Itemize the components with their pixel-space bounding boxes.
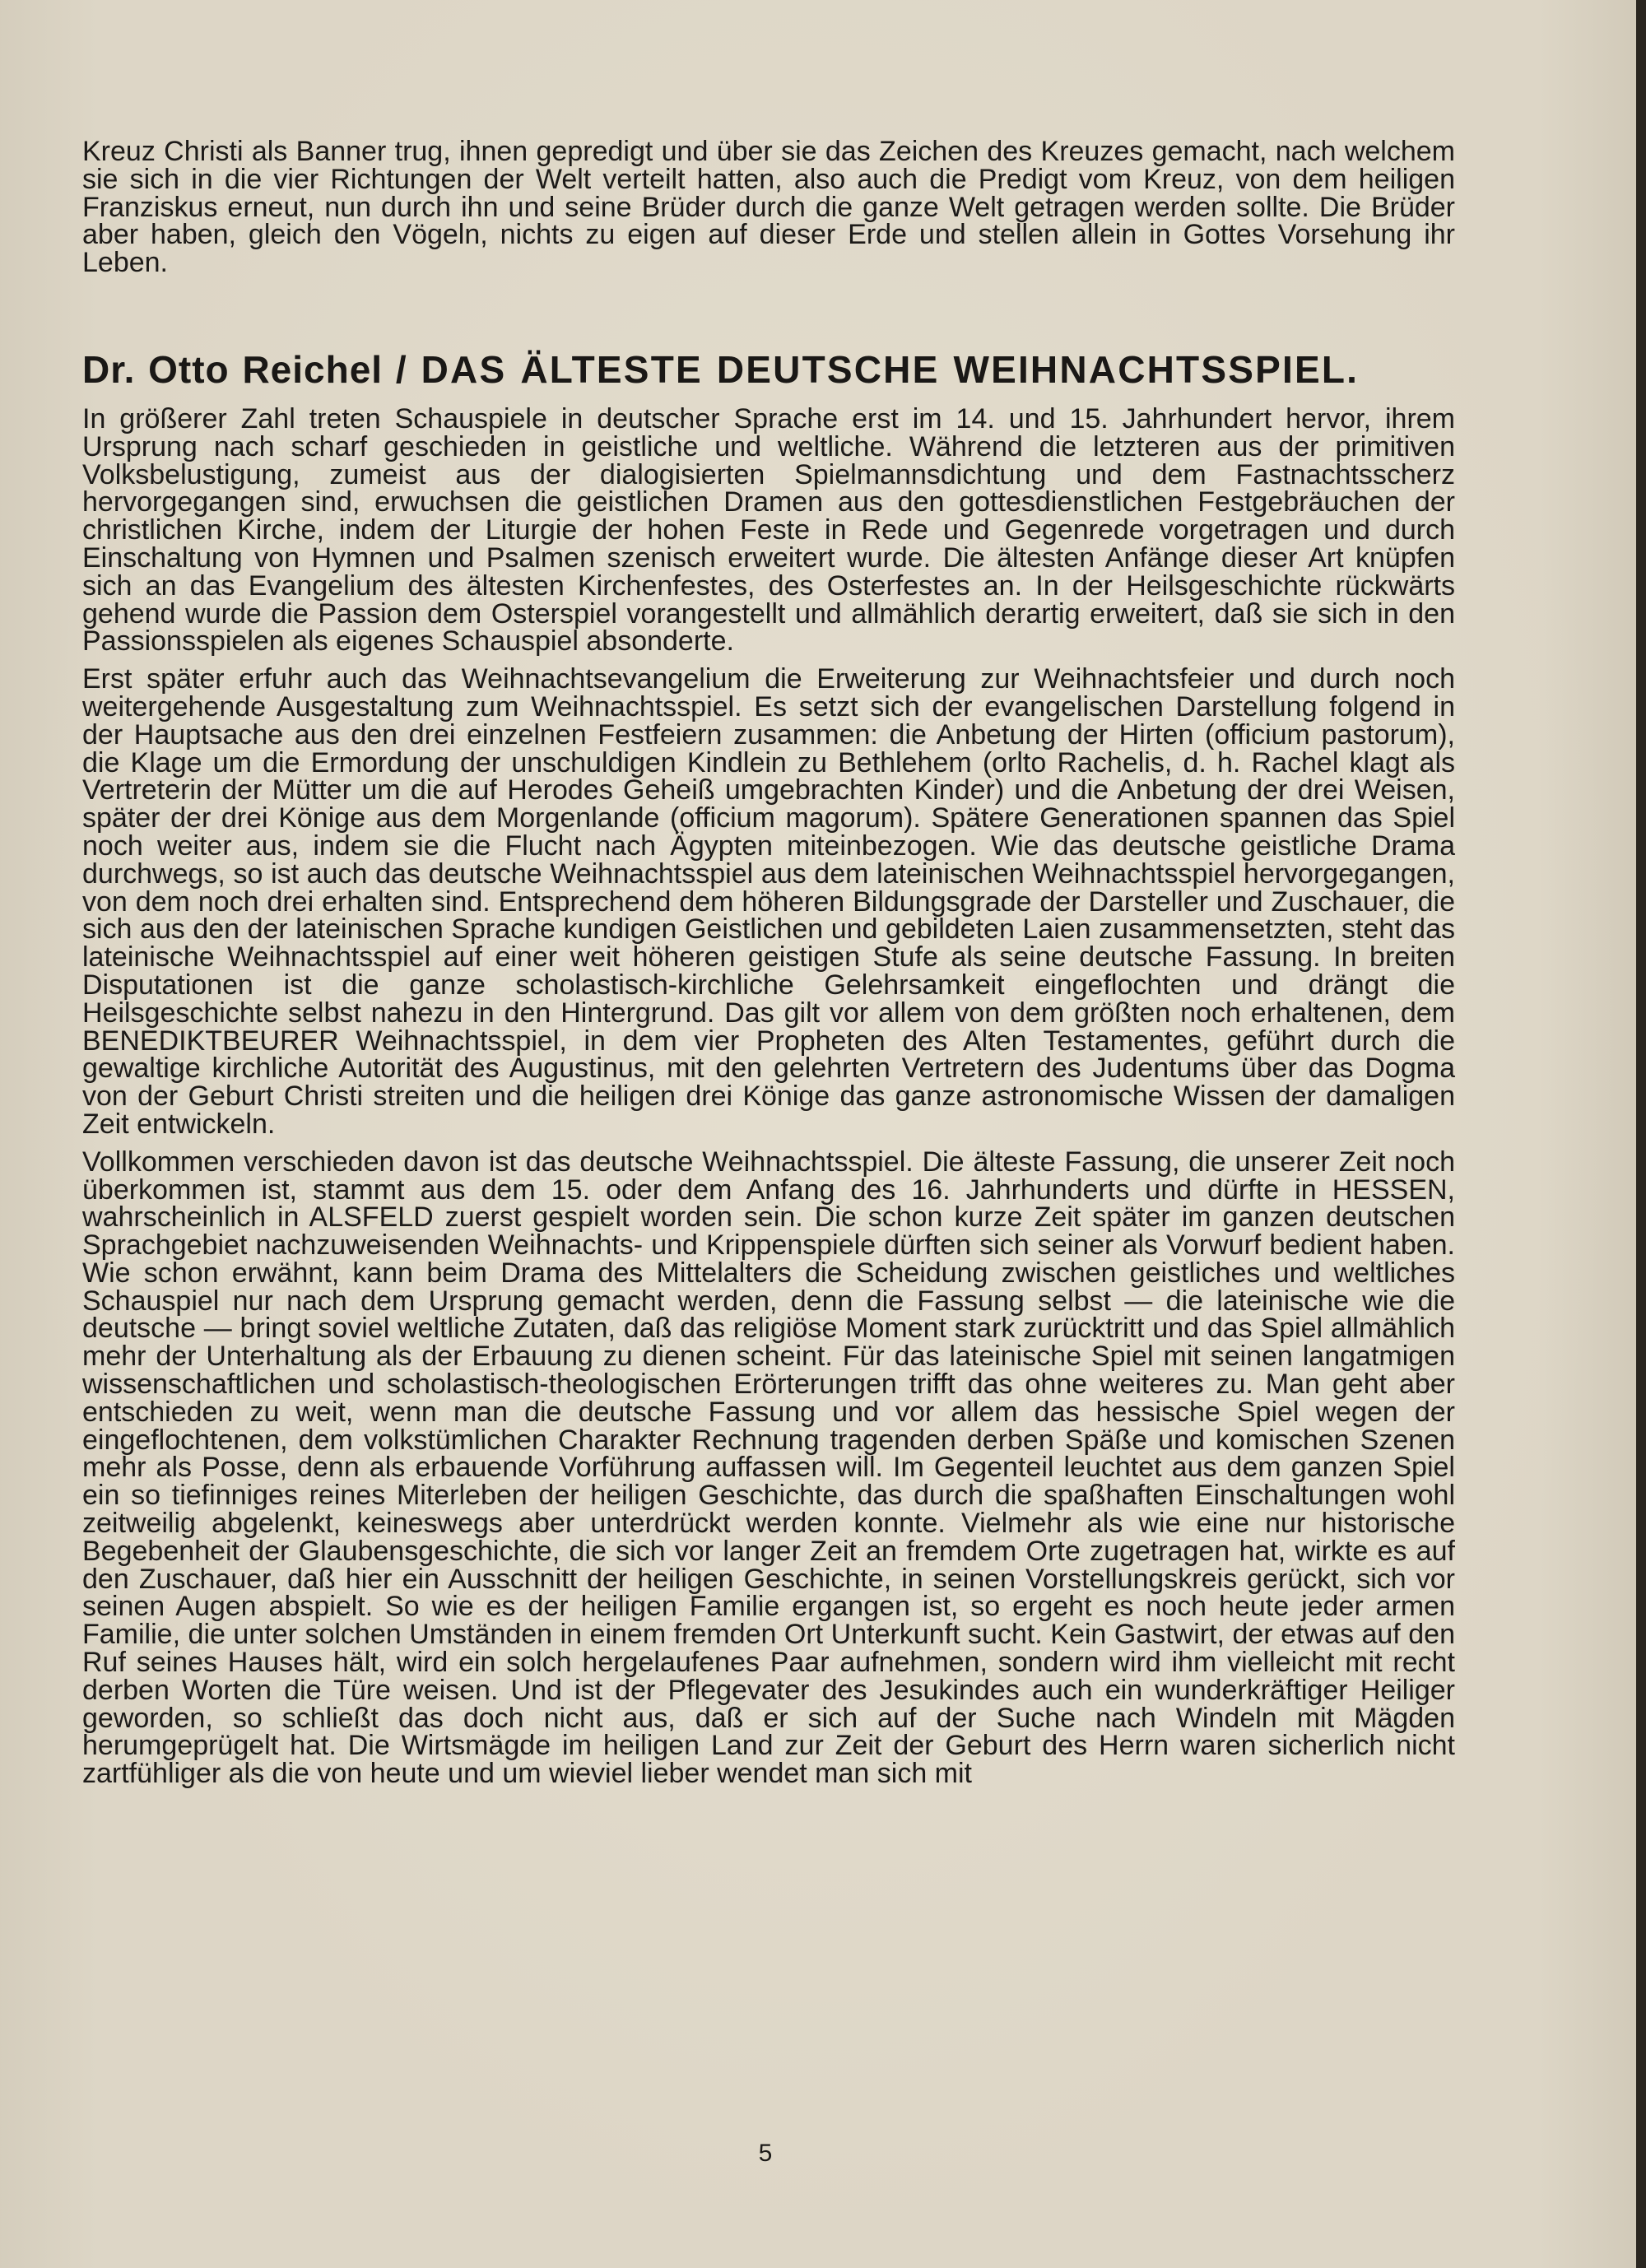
article-heading xyxy=(82,277,1455,406)
page-number: 5 xyxy=(758,2140,773,2167)
intro-paragraph: Kreuz Christi als Banner trug, ihnen gepredigt und über sie das Zeichen des Kreuzes gemacht, nach welchem sie sich in die vier Richtungen der Welt verteilt hatten, also auch die Predigt vom Kreuz, von dem heiligen Franziskus erneut, nun durch ihn und seine Brüder durch die ganze Welt getragen werden sollte. Die Brüder aber haben, gleich den Vögeln, nichts zu eigen auf dieser Erde und stellen allein in Gottes Vorsehung ihr Leben. xyxy=(82,136,1455,279)
body-paragraph-1: In größerer Zahl treten Schauspiele in deutscher Sprache erst im 14. und 15. Jahrhundert hervor, ihrem Ursprung nach scharf geschieden in geistliche und weltliche. Während die letzteren aus der primitiven Volksbelustigung, zumeist aus der dialogisierten Spielmannsdichtung und dem Fastnachtsscherz hervorgegangen sind, erwuchsen die geistlichen Dramen aus den gottesdienstlichen Festgebräuchen der christlichen Kirche, indem der Liturgie der hohen Feste in Rede und Gegenrede vorgetragen und durch Einschaltung von Hymnen und Psalmen szenisch erweitert wurde. Die ältesten Anfänge dieser Art knüpfen sich an das Evangelium des ältesten Kirchenfestes, des Osterfestes an. In der Heilsgeschichte rückwärts gehend wurde die Passion dem Osterspiel vorangestellt und allmählich derartig erweitert, daß sie sich in den Passionsspielen als eigenes Schauspiel absonderte. xyxy=(82,402,1455,658)
body-paragraph-3: Vollkommen verschieden davon ist das deutsche Weihnachtsspiel. Die älteste Fassung, die unserer Zeit noch überkommen ist, stammt aus dem 15. oder dem Anfang des 16. Jahrhunderts und dürfte in HESSEN, wahrscheinlich in ALSFELD zuerst gespielt worden sein. Die schon kurze Zeit später im ganzen deutschen Sprachgebiet nachzuweisenden Weihnachts- und Krippenspiele dürften sich seiner als Vorwurf bedient haben. Wie schon erwähnt, kann beim Drama des Mittelalters die Scheidung zwischen geistliches und weltliches Schauspiel nur nach dem Ursprung gemacht werden, denn die Fassung selbst — die lateinische wie die deutsche — bringt soviel weltliche Zutaten, daß das religiöse Moment stark zurücktritt und das Spiel allmählich mehr der Unterhaltung als der Erbauung zu dienen scheint. Für das lateinische Spiel mit seinen langatmigen wissenschaftlichen und scholastisch-theologischen Erörterungen trifft das ohne weiteres zu. Man geht aber entschieden zu weit, wenn man die deutsche Fassung und vor allem das hessische Spiel wegen der eingeflochtenen, dem volkstümlichen Charakter Rechnung tragenden derben Späße und komischen Szenen mehr als Posse, denn als erbauende Vorführung auffassen will. Im Gegenteil leuchtet aus dem ganzen Spiel ein so tiefinniges reines Miterleben der heiligen Geschichte, das durch die spaßhaften Einschaltungen wohl zeitweilig abgelenkt, keineswegs aber unterdrückt werden konnte. Vielmehr als wie eine nur historische Begebenheit der Glaubensgeschichte, die sich vor langer Zeit an fremdem Orte zugetragen hat, wirkte es auf den Zuschauer, daß hier ein Ausschnitt der heiligen Geschichte, in seinen Vorstellungskreis gerückt, sich vor seinen Augen abspielt. So wie es der heiligen Familie ergangen ist, so ergeht es noch heute jeder armen Familie, die unter solchen Umständen in einem fremden Ort Unterkunft sucht. Kein Gastwirt, der etwas auf den Ruf seines Hauses hält, wird ein solch hergelaufenes Paar aufnehmen, sondern wird ihm vielleicht mit recht derben Worten die Türe weisen. Und ist der Pflegevater des Jesukindes auch ein wunderkräftiger Heiliger geworden, so schließt das doch nicht aus, daß er sich auf der Suche nach Windeln mit Mägden herumgeprügelt hat. Die Wirtsmägde im heiligen Land zur Zeit der Geburt des Herrn waren sicherlich nicht zartfühliger als die von heute und um wieviel lieber wendet man sich mit xyxy=(82,1146,1455,1790)
text-column xyxy=(82,138,1455,1788)
scan-edge xyxy=(1636,0,1646,2268)
author-name: Dr. Otto Reichel / xyxy=(82,347,407,391)
article-title: DAS ÄLTESTE DEUTSCHE WEIHNACHTSSPIEL. xyxy=(421,347,1360,391)
body-paragraph-2: Erst später erfuhr auch das Weihnachtsevangelium die Erweiterung zur Weihnachtsfeier und durch noch weitergehende Ausgestaltung zum Weihnachtsspiel. Es setzt sich der evangelischen Darstellung folgend in der Hauptsache aus den drei einzelnen Festfeiern zusammen: die Anbetung der Hirten (officium pastorum), die Klage um die Ermordung der unschuldigen Kindlein zu Bethlehem (orlto Rachelis, d. h. Rachel klagt als Vertreterin der Mütter um die auf Herodes Geheiß umgebrachten Kinder) und die Anbetung der drei Weisen, später der drei Könige aus dem Morgenlande (officium magorum). Spätere Generationen spannen das Spiel noch weiter aus, indem sie die Flucht nach Ägypten miteinbezogen. Wie das deutsche geistliche Drama durchwegs, so ist auch das deutsche Weihnachtsspiel aus dem lateinischen Weihnachtsspiel hervorgegangen, von dem noch drei erhalten sind. Entsprechend dem höheren Bildungsgrade der Darsteller und Zuschauer, die sich aus den der lateinischen Sprache kundigen Geistlichen und gebildeten Laien zusammensetzten, steht das lateinische Weihnachtsspiel auf einer weit höheren geistigen Stufe als seine deutsche Fassung. In breiten Disputationen ist die ganze scholastisch-kirchliche Gelehrsamkeit eingeflochten und drängt die Heilsgeschichte selbst nahezu in den Hintergrund. Das gilt vor allem von dem größten noch erhaltenen, dem BENEDIKTBEURER Weihnachtsspiel, in dem vier Propheten des Alten Testamentes, geführt durch die gewaltige kirchliche Autorität des Augustinus, mit den gelehrten Vertretern des Judentums über das Dogma von der Geburt Christi streiten und die heiligen drei Könige das ganze astronomische Wissen der damaligen Zeit entwickeln. xyxy=(82,663,1455,1140)
